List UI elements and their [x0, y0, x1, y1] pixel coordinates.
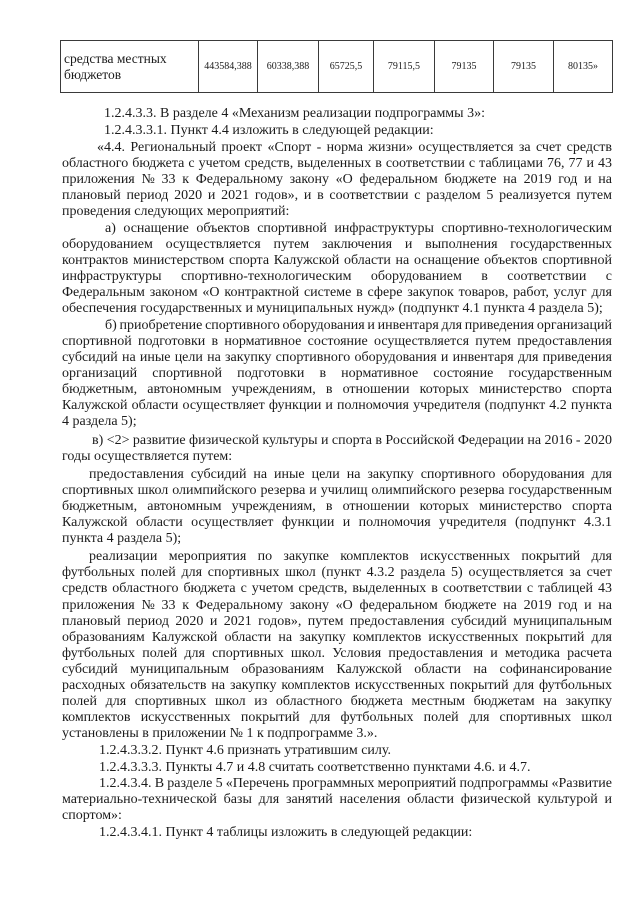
text-line: [62, 598, 612, 614]
text-line: [62, 269, 612, 285]
text-line: [62, 678, 612, 694]
text-line: [97, 140, 612, 156]
text-line: [62, 285, 612, 301]
text-line: [62, 792, 612, 808]
table-cell-value: 443584,388: [199, 41, 258, 93]
text-line-content: «4.4. Региональный проект «Спорт - норма жизни» осуществляется за счет средств: [97, 140, 612, 155]
text-line-content: 1.2.4.3.3.3. Пункты 4.7 и 4.8 считать соответственно пунктами 4.6. и 4.7.: [99, 760, 531, 775]
text-line-content: годы осуществляется путем:: [62, 449, 233, 464]
text-line-content: пункта 4 раздела 5);: [62, 531, 182, 546]
text-line-content: расходных обязательств на закупку комплектов искусственных покрытий для футбольных: [62, 678, 612, 693]
text-line: [99, 825, 612, 841]
text-line: [62, 646, 612, 662]
text-line-content: материально-технической базы для занятий населения области физической культурой и: [62, 792, 612, 807]
text-line: [62, 499, 612, 515]
text-line-content: футбольных полей для спортивных школ (пункт 4.3.2 раздела 5) осуществляется за счет: [62, 565, 612, 580]
text-line: [62, 366, 612, 382]
text-line-content: а) оснащение объектов спортивной инфраструктуры спортивно-технологическим: [105, 221, 612, 236]
text-line-content: проведения следующих мероприятий:: [62, 204, 290, 219]
table-cell-value: 60338,388: [258, 41, 319, 93]
text-line: [99, 743, 612, 759]
text-line: [62, 449, 612, 465]
text-line-content: комплектов искусственных покрытий для футбольных полей для спортивных школ: [62, 710, 612, 725]
text-line-content: спортивной подготовки в нормативное состояние осуществляется путем предоставления: [62, 334, 612, 349]
text-line: [104, 123, 612, 139]
text-line-content: образованиям Калужской области на закупку комплектов искусственных покрытий для: [62, 630, 612, 645]
text-line: [62, 188, 612, 204]
text-line-content: бюджетным, автономным учреждениям, в отношении которых министерство спорта: [62, 382, 612, 397]
text-line-content: субсидий муниципальным образованиям Калужской области на софинансирование: [62, 662, 612, 677]
text-line: [62, 614, 612, 630]
text-line: [62, 694, 612, 710]
text-line: [62, 237, 612, 253]
text-line: [62, 172, 612, 188]
text-line-content: спортом»:: [62, 808, 122, 823]
text-line-content: инфраструктуры спортивно-технологическим оборудованием в соответствии с: [62, 269, 612, 284]
text-line-content: организаций спортивной подготовки в нормативное состояние государственным: [62, 366, 612, 381]
table-row: [61, 41, 613, 93]
text-line: [62, 565, 612, 581]
text-line: [62, 350, 612, 366]
text-line: [89, 549, 612, 565]
text-line: [104, 106, 612, 122]
text-line: [62, 398, 612, 414]
budget-table: [60, 40, 613, 93]
text-line: [62, 156, 612, 172]
text-line: [62, 726, 612, 742]
text-line: [62, 414, 612, 430]
text-line: [62, 630, 612, 646]
text-line: [62, 515, 612, 531]
text-line-content: обеспечения государственных и муниципальных нужд» (подпункт 4.1 пункта 4 раздела 5);: [62, 301, 603, 316]
text-line-content: б) приобретение спортивного оборудования и инвентаря для приведения организаций: [105, 318, 612, 333]
text-line-content: контрактов министерством спорта Калужской области на оснащение объектов спортивной: [62, 253, 612, 268]
text-line: [105, 221, 612, 237]
text-line-content: в) <2> развитие физической культуры и спорта в Российской Федерации на 2016 - 2020: [92, 433, 612, 448]
table-cell-value: 65725,5: [319, 41, 374, 93]
text-line-content: Федеральным законом «О контрактной системе в сфере закупок товаров, работ, услуг для: [62, 285, 612, 300]
text-line: [62, 483, 612, 499]
text-line: [105, 318, 612, 334]
text-line-content: предоставления субсидий на иные цели на закупку спортивного оборудования для: [89, 467, 612, 482]
text-line: [62, 301, 612, 317]
text-line-content: Калужской области осуществляет функции и полномочия учредителя (подпункт 4.2 пункта: [62, 398, 612, 413]
text-line-content: 1.2.4.3.4. В разделе 5 «Перечень программных мероприятий подпрограммы «Развитие: [99, 776, 612, 791]
text-line: [99, 776, 612, 792]
table-cell-value: 79135: [494, 41, 554, 93]
text-line: [62, 710, 612, 726]
text-line-content: приложения № 33 к Федеральному закону «О федеральном бюджете на 2019 год и на: [62, 172, 612, 187]
text-line-content: оборудованием осуществляется путем заключения и выполнения государственных: [62, 237, 612, 252]
text-line-content: 1.2.4.3.4.1. Пункт 4 таблицы изложить в следующей редакции:: [99, 825, 473, 840]
text-line-content: 1.2.4.3.3. В разделе 4 «Механизм реализации подпрограммы 3»:: [104, 106, 485, 121]
text-line-content: плановый период 2020 и 2021 годов», и в соответствии с разделом 5 реализуется путем: [62, 188, 612, 203]
text-line-content: 1.2.4.3.3.2. Пункт 4.6 признать утратившим силу.: [99, 743, 391, 758]
text-line-content: футбольных полей для спортивных школ. Условия предоставления и методика расчета: [62, 646, 612, 661]
text-line-content: 4 раздела 5);: [62, 414, 137, 429]
text-line: [62, 531, 612, 547]
text-line-content: плановый период 2020 и 2021 годов», путем предоставления субсидий муниципальным: [62, 614, 612, 629]
text-line: [62, 382, 612, 398]
table-cell-value: 79115,5: [374, 41, 435, 93]
text-line-content: приложения № 33 к Федеральному закону «О федеральном бюджете на 2019 год и на: [62, 598, 612, 613]
table-cell-value: 79135: [435, 41, 494, 93]
text-line-content: спортивных школ олимпийского резерва и училищ олимпийского резерва государственным: [62, 483, 612, 498]
text-line: [92, 433, 612, 449]
text-line: [62, 334, 612, 350]
table-cell-label: средства местных бюджетов: [61, 41, 199, 93]
text-line-content: полей для спортивных школ из областного бюджета местным бюджетам на закупку: [62, 694, 612, 709]
text-line-content: областного бюджета с учетом средств, выделенных в соответствии с таблицами 76, 77 и 43: [62, 156, 612, 171]
text-line: [62, 581, 612, 597]
text-line: [62, 204, 612, 220]
table-cell-value: 80135»: [554, 41, 613, 93]
text-line-content: 1.2.4.3.3.1. Пункт 4.4 изложить в следующей редакции:: [104, 123, 434, 138]
text-line: [62, 253, 612, 269]
text-line-content: Калужской области осуществляет функции и полномочия учредителя (подпункт 4.3.1: [62, 515, 612, 530]
text-line: [62, 808, 612, 824]
text-line-content: средств областного бюджета с учетом средств, выделенных в соответствии с таблицей 43: [62, 581, 612, 596]
text-line-content: реализации мероприятия по закупке комплектов искусственных покрытий для: [89, 549, 612, 564]
text-line: [89, 467, 612, 483]
text-line: [99, 760, 612, 776]
text-line-content: субсидий на иные цели на закупку спортивного оборудования и инвентаря для приведения: [62, 350, 612, 365]
text-line-content: установлены в приложении № 1 к подпрограмме 3.».: [62, 726, 378, 741]
text-line: [62, 662, 612, 678]
text-line-content: бюджетным, автономным учреждениям, в отношении которых министерство спорта: [62, 499, 612, 514]
